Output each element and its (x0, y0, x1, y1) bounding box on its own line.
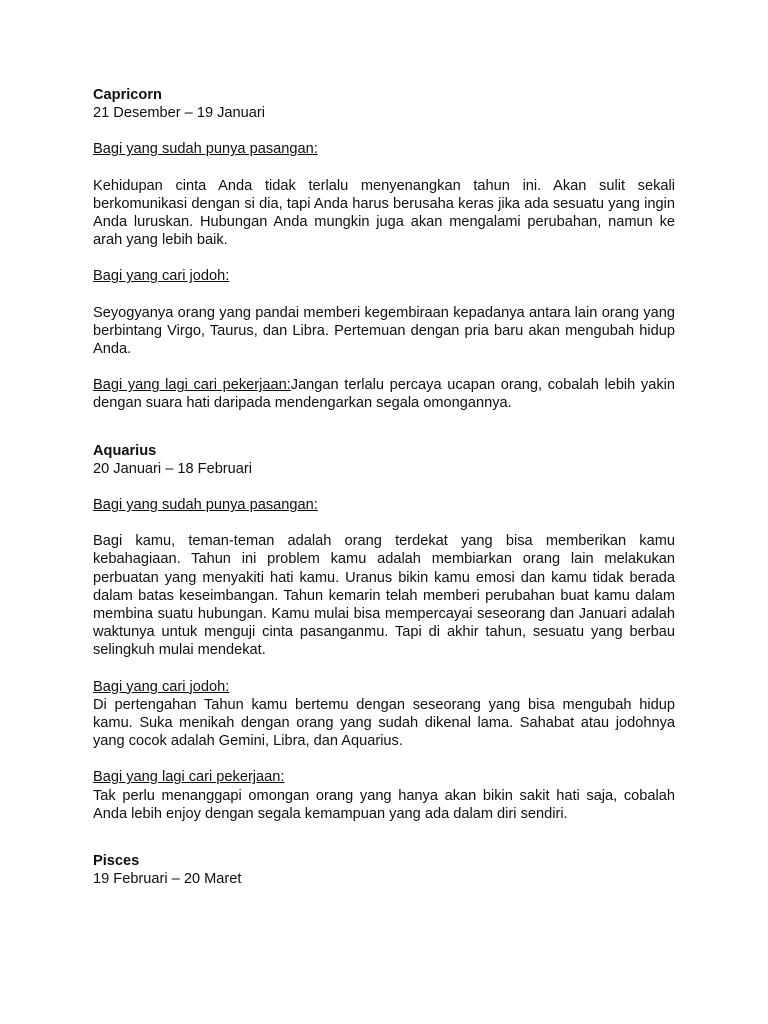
zodiac-section-capricorn (93, 86, 675, 413)
zodiac-sign-title: Pisces (93, 853, 140, 870)
single-heading: Bagi yang cari jodoh: (93, 268, 230, 285)
couple-paragraph: Kehidupan cinta Anda tidak terlalu menyenangkan tahun ini. Akan sulit sekali berkomunikasi dengan si dia, tapi Anda harus berusaha keras jika ada sesuatu yang ingin Anda luruskan. Hubungan Anda mungkin juga akan mengalami perubahan, namun ke arah yang lebih baik. (93, 177, 675, 249)
zodiac-date-range: 21 Desember – 19 Januari (93, 105, 265, 122)
single-heading: Bagi yang cari jodoh: (93, 678, 230, 695)
zodiac-section-pisces (93, 852, 675, 888)
single-paragraph: Seyogyanya orang yang pandai memberi kegembiraan kepadanya antara lain orang yang berbintang Virgo, Taurus, dan Libra. Pertemuan dengan pria baru akan mengubah hidup Anda. (93, 304, 675, 358)
job-paragraph (93, 376, 675, 412)
zodiac-section-aquarius (93, 442, 675, 823)
zodiac-date-range: 19 Februari – 20 Maret (93, 871, 242, 888)
couple-heading: Bagi yang sudah punya pasangan: (93, 141, 318, 158)
couple-paragraph: Bagi kamu, teman-teman adalah orang terdekat yang bisa memberikan kamu kebahagiaan. Tahun ini problem kamu adalah membiarkan orang lain melakukan perbuatan yang menyakiti hati kamu. Uranus bikin kamu emosi dan kamu tidak berada dalam batas keseimbangan. Tahun kemarin telah memberi perubahan buat kamu dalam membina suatu hubungan. Kamu mulai bisa mempercayai seseorang dan Januari adalah waktunya untuk menguji cinta pasanganmu. Tapi di akhir tahun, sesuatu yang berbau selingkuh mulai mendekat. (93, 533, 675, 659)
single-block (93, 678, 675, 751)
document-body (93, 86, 675, 907)
zodiac-date-range: 20 Januari – 18 Februari (93, 460, 253, 477)
single-paragraph: Di pertengahan Tahun kamu bertemu dengan seseorang yang bisa mengubah hidup kamu. Suka menikah dengan orang yang sudah dikenal lama. Sahabat atau jodohnya yang cocok adalah Gemini, Libra, dan Aquarius. (93, 696, 675, 750)
job-heading: Bagi yang lagi cari pekerjaan: (93, 769, 285, 786)
job-block (93, 768, 675, 823)
zodiac-sign-title: Aquarius (93, 442, 157, 459)
job-text: Jangan terlalu percaya ucapan orang, cobalah lebih yakin dengan suara hati daripada mendengarkan segala omongannya. (93, 377, 675, 412)
job-paragraph: Tak perlu menanggapi omongan orang yang hanya akan bikin sakit hati saja, cobalah Anda lebih enjoy dengan segala kemampuan yang ada dalam diri sendiri. (93, 787, 675, 822)
job-heading: Bagi yang lagi cari pekerjaan: (93, 377, 291, 394)
couple-heading: Bagi yang sudah punya pasangan: (93, 497, 318, 514)
zodiac-sign-title: Capricorn (93, 87, 162, 103)
